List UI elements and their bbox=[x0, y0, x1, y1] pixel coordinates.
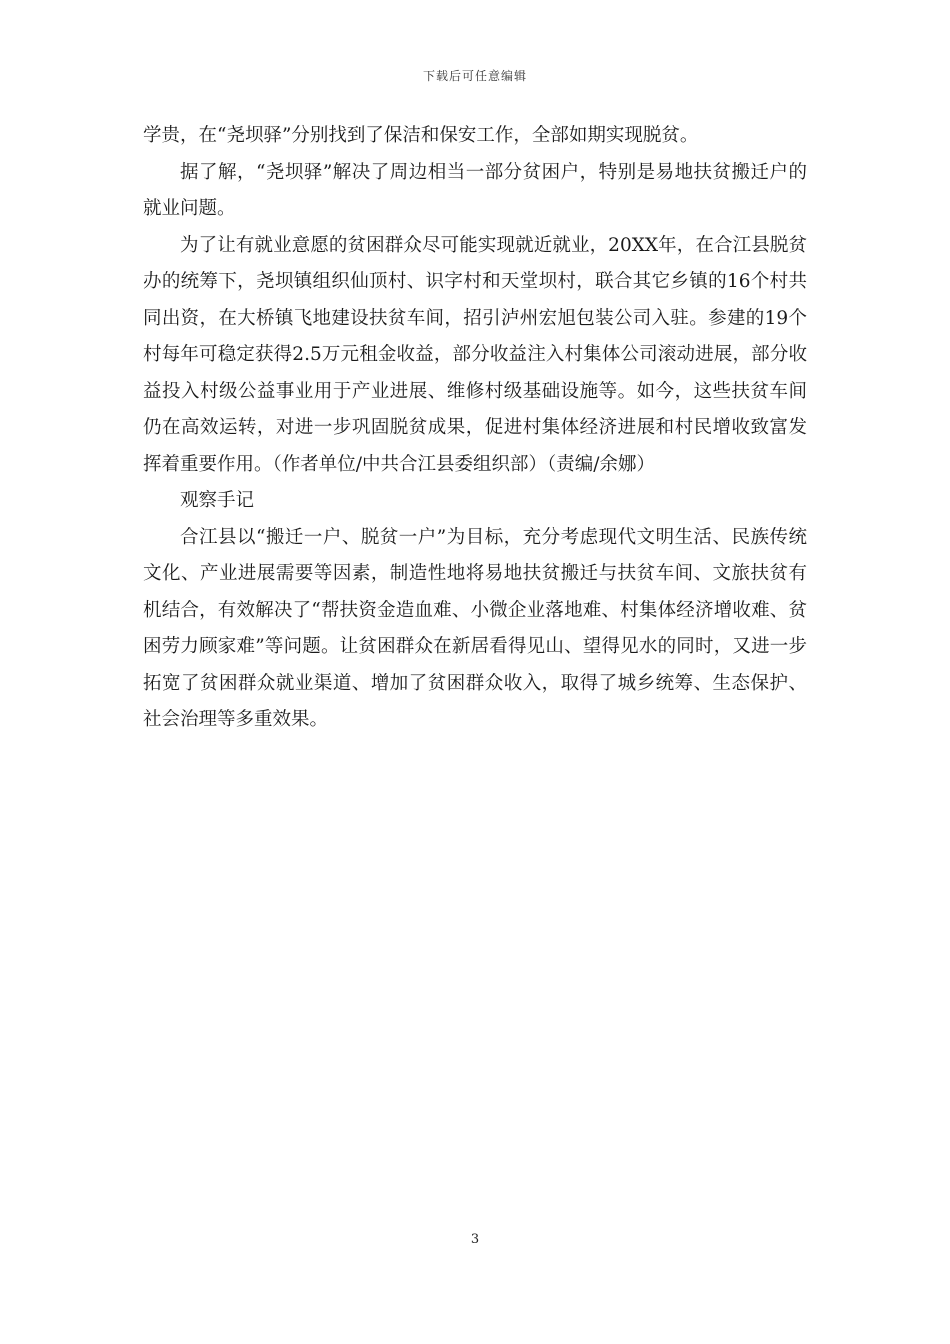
body-text bbox=[143, 118, 807, 739]
paragraph: 合江县以“搬迁一户、脱贫一户”为目标，充分考虑现代文明生活、民族传统文化、产业进展需要等因素，制造性地将易地扶贫搬迁与扶贫车间、文旅扶贫有机结合，有效解决了“帮扶资金造血难、小微企业落地难、村集体经济增收难、贫困劳力顾家难”等问题。让贫困群众在新居看得见山、望得见水的同时，又进一步拓宽了贫困群众就业渠道、增加了贫困群众收入，取得了城乡统筹、生态保护、社会治理等多重效果。 bbox=[143, 526, 807, 730]
page-number: 3 bbox=[470, 1232, 480, 1247]
paragraph: 据了解，“尧坝驿”解决了周边相当一部分贫困户，特别是易地扶贫搬迁户的就业问题。 bbox=[143, 161, 807, 219]
section-heading: 观察手记 bbox=[180, 490, 255, 511]
paragraph: 为了让有就业意愿的贫困群众尽可能实现就近就业，20XX年，在合江县脱贫办的统筹下，尧坝镇组织仙顶村、识字村和天堂坝村，联合其它乡镇的16个村共同出资，在大桥镇飞地建设扶贫车间，招引泸州宏旭包装公司入驻。参建的19个村每年可稳定获得2.5万元租金收益，部分收益注入村集体公司滚动进展，部分收益投入村级公益事业用于产业进展、维修村级基础设施等。如今，这些扶贫车间仍在高效运转，对进一步巩固脱贫成果，促进村集体经济进展和村民增收致富发挥着重要作用。（作者单位/中共合江县委组织部）（责编/余娜） bbox=[143, 234, 807, 475]
paragraph-continuation: 学贵，在“尧坝驿”分别找到了保洁和保安工作，全部如期实现脱贫。 bbox=[143, 125, 699, 146]
header-note: 下载后可任意编辑 bbox=[422, 69, 527, 83]
